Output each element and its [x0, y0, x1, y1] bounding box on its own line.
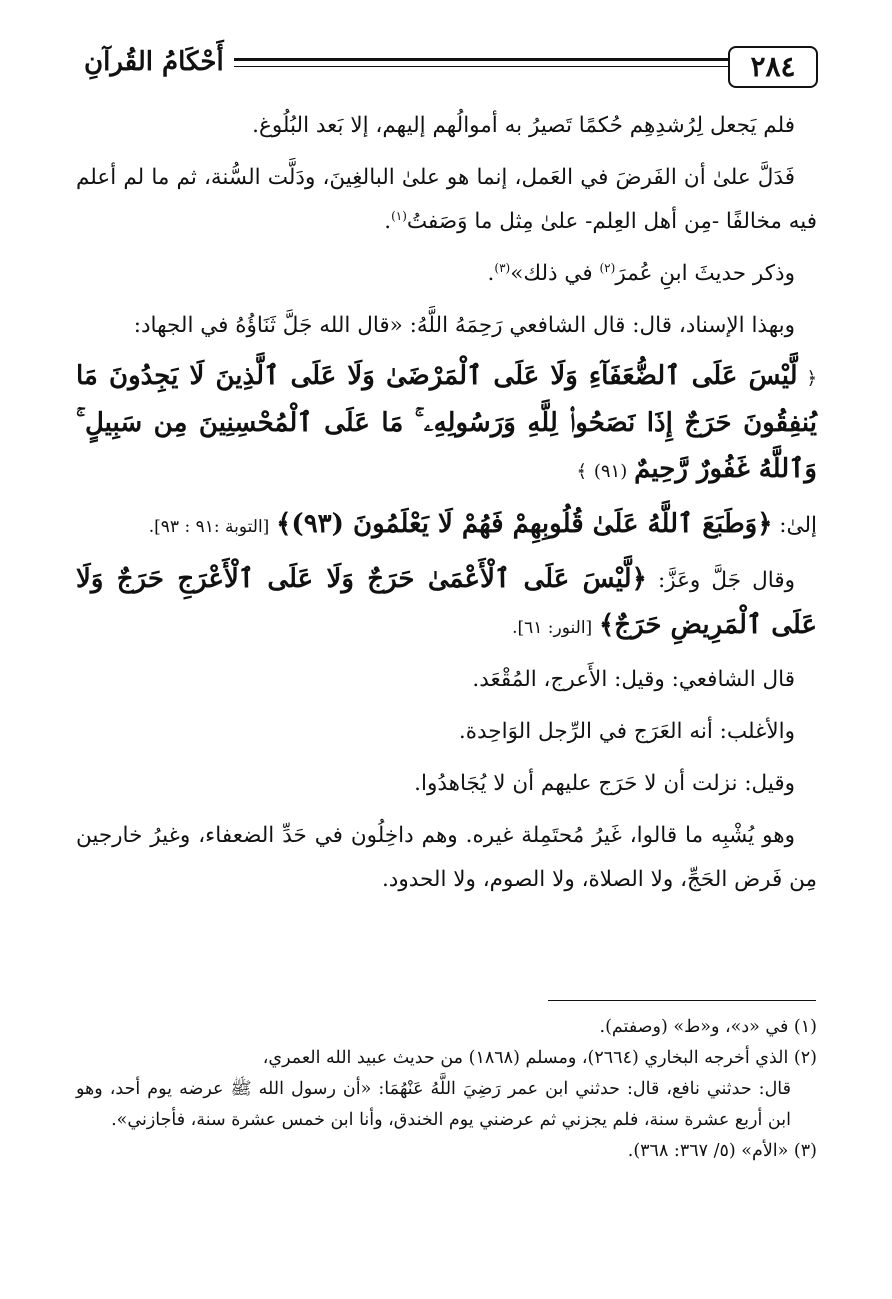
main-text	[76, 104, 817, 910]
paragraph	[76, 557, 817, 650]
paragraph: والأغلب: أنه العَرَج في الرِّجل الوَاحِدة.	[458, 719, 795, 744]
paragraph: فلم يَجعل لِرُشدِهِم حُكمًا تَصيرُ به أموالُهم إليهم، إلا بَعد البُلُوغ.	[252, 113, 795, 138]
book-title: أَحْكَامُ القُرآنِ	[84, 47, 224, 77]
paragraph: وقيل: نزلت أن لا حَرَج عليهم أن لا يُجَاهدُوا.	[414, 771, 795, 796]
footnotes	[76, 1012, 817, 1167]
paragraph: قال الشافعي: وقيل: الأَعرج، المُقْعَد.	[472, 667, 795, 692]
quran-verse: ﴿وَطَبَعَ ٱللَّهُ عَلَىٰ قُلُوبِهِمْ فَهُمْ لَا يَعْلَمُونَ (٩٣)﴾	[276, 509, 773, 539]
verse-number: (٩١)	[593, 461, 628, 482]
footnote-text: قال: حدثني نافع، قال: حدثني ابن عمر رَضِيَ اللَّهُ عَنْهُمَا: «أن رسول الله ﷺ عرضه يوم أحد، وهو ابن أربع عشرة سنة، فلم يجزني ثم عرضني يوم الخندق، وأنا ابن خمس عشرة سنة، فأجازني».	[76, 1079, 791, 1130]
quran-verse-block	[76, 354, 817, 494]
quran-verse: ﴿لَّيْسَ عَلَى ٱلْأَعْمَىٰ حَرَجٌ وَلَا عَلَى ٱلْأَعْرَجِ حَرَجٌ وَلَا عَلَى ٱلْمَرِيضِ حَرَجٌ﴾	[76, 564, 817, 640]
footnote	[76, 1043, 817, 1136]
paragraph-text: وذكر حديثَ ابنِ عُمرَ	[615, 261, 795, 286]
verse-close-bracket: ﴾	[576, 461, 588, 482]
verse-open-bracket: ﴿	[806, 368, 817, 389]
header-rule	[234, 58, 728, 67]
footnote-marker: (٣)	[494, 260, 511, 275]
footnote: (١) في «د»، و«ط» (وصفتم).	[599, 1017, 817, 1037]
paragraph: وبهذا الإسناد، قال: قال الشافعي رَحِمَهُ اللَّهُ: «قال الله جَلَّ ثَنَاؤُهُ في الجهاد:	[133, 313, 795, 338]
paragraph-text: في ذلك»	[510, 261, 593, 286]
footnote-marker: (٢)	[599, 260, 616, 275]
paragraph: وذكر حديثَ ابنِ عُمرَ$^{(٢)}$ في ذلك»$^{(٣)}$.	[487, 260, 795, 286]
verse-reference: [التوبة :٩١ : ٩٣].	[148, 517, 270, 537]
paragraph-text: إلىٰ:	[779, 513, 817, 538]
footnote-marker: (١)	[391, 208, 407, 223]
paragraph-text: وقال جَلَّ وعَزَّ:	[657, 568, 795, 593]
paragraph	[76, 502, 817, 549]
footnote-separator	[548, 1000, 816, 1001]
page-header	[84, 46, 818, 88]
quran-verse: لَّيْسَ عَلَى ٱلضُّعَفَآءِ وَلَا عَلَى ٱلْمَرْضَىٰ وَلَا عَلَى ٱلَّذِينَ لَا يَجِدُونَ مَا يُنفِقُونَ حَرَجٌ إِذَا نَصَحُوا۟ لِلَّهِ وَرَسُولِهِۦ ۚ مَا عَلَى ٱلْمُحْسِنِينَ مِن سَبِيلٍ ۚ وَٱللَّهُ غَفُورٌ رَّحِيمٌ	[76, 361, 817, 484]
footnote: (٣) «الأم» (٥/ ٣٦٧: ٣٦٨).	[627, 1141, 817, 1161]
footnote-text: (٢) الذي أخرجه البخاري (٢٦٦٤)، ومسلم (١٨٦٨) من حديث عبيد الله العمري،	[262, 1048, 817, 1068]
paragraph-text: فَدَلَّ علىٰ أن الفَرضَ في العَمل، إنما هو علىٰ البالغِينَ، ودَلَّت السُّنة، ثم ما لم أعلم فيه مخالفًا -مِن أهل العِلم- علىٰ مِثل ما وَصَفتُ	[76, 165, 817, 234]
page-number: ٢٨٤	[728, 46, 818, 88]
paragraph: وهو يُشْبِه ما قالوا، غَيرُ مُحتَمِلة غيره. وهم داخِلُون في حَدِّ الضعفاء، وغيرُ خارجين مِن فَرض الحَجِّ، ولا الصلاة، ولا الصوم، ولا الحدود.	[76, 823, 817, 892]
paragraph: فَدَلَّ علىٰ أن الفَرضَ في العَمل، إنما هو علىٰ البالغِينَ، ودَلَّت السُّنة، ثم ما لم أعلم فيه مخالفًا -مِن أهل العِلم- علىٰ مِثل ما وَصَفتُ$^{(١)}$.	[76, 165, 817, 234]
verse-reference: [النور: ٦١].	[512, 618, 593, 638]
